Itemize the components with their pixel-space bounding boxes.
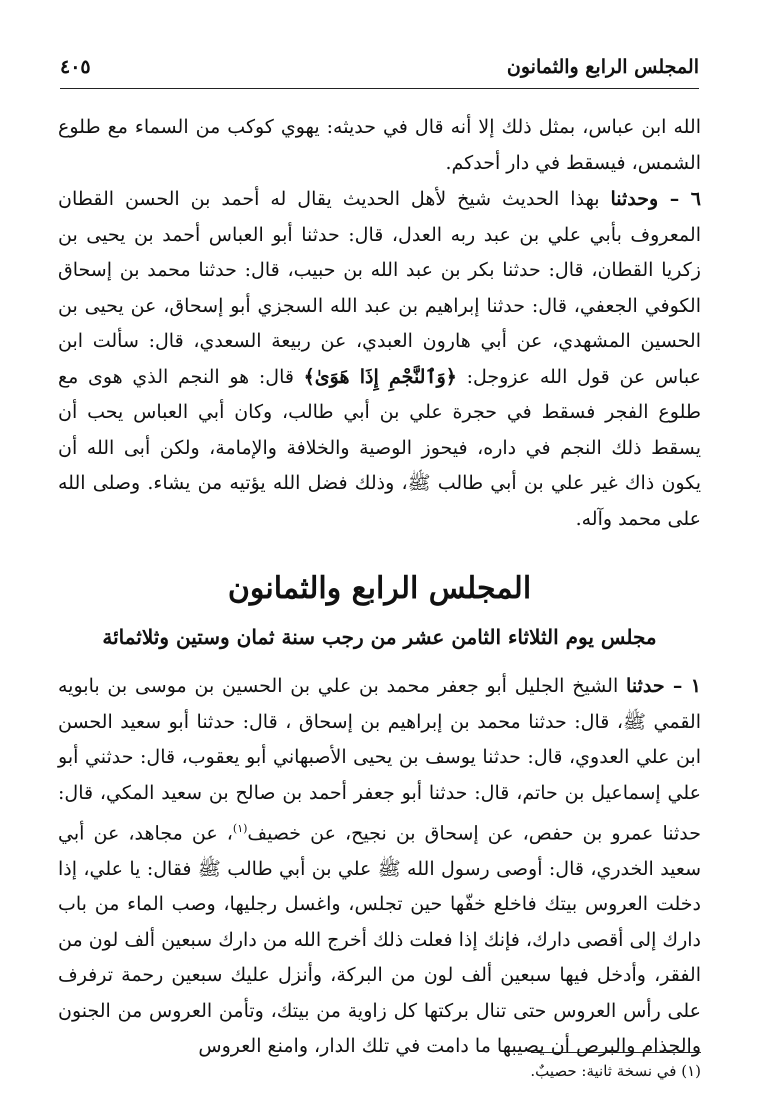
quran-verse: ﴿وَٱلنَّجْمِ إِذَا هَوَىٰ﴾ <box>303 365 457 388</box>
hadith-text-part-a: الشيخ الجليل أبو جعفر محمد بن علي بن الحسين بن موسى بن بابويه القمي ﷺ، قال: حدثنا محمد بن إبراهيم بن إسحاق ، قال: حدثنا أبو سعيد الحسن ابن علي العدوي، قال: حدثنا يوسف بن يحيى الأصبهاني أبو يعقوب، قال: حدثني أبو علي إسماعيل بن حاتم، قال: حدثنا أبو جعفر أحمد بن صالح بن سعيد المكي، قال: حدثنا عمرو بن حفص، عن إسحاق بن نجيح، عن خصيف <box>58 675 701 845</box>
hadith-text-part-a: بهذا الحديث شيخ لأهل الحديث يقال له أحمد بن الحسن القطان المعروف بأبي علي بن عبد ربه العدل، قال: حدثنا أبو العباس أحمد بن يحيى بن زكريا القطان، قال: حدثنا بكر بن عبد الله بن حبيب، قال: حدثنا محمد بن إسحاق الكوفي الجعفي، قال: حدثنا إبراهيم بن عبد الله السجزي أبو إسحاق، عن يحيى بن الحسين المشهدي، عن أبي هارون العبدي، عن ربيعة السعدي، قال: سألت ابن عباس عن قول الله عزوجل: <box>58 188 701 388</box>
footnote: (١) في نسخة ثانية: حصيبٌ. <box>530 1062 701 1080</box>
paragraph-hadith-1 <box>58 669 701 1061</box>
hadith-text-part-b: ، عن مجاهد، عن أبي سعيد الخدري، قال: أوصى رسول الله ﷺ علي بن أبي طالب ﷺ فقال: يا علي، إذا دخلت العروس بيتك فاخلع خفّها حين تجلس، واغسل رجليها، وصب الماء من باب دارك إلى أقصى دارك، فإنك إذا فعلت ذلك أخرج الله من دارك سبعين ألف لون من الفقر، وأدخل فيها سبعين ألف لون من البركة، وأنزل عليك سبعين رحمة ترفرف على رأس العروس حتى تنال بركتها كل زاوية من بيتك، وتأمن العروس من الجنون والجذام والبرص أن يصيبها ما دامت في تلك الدار، وامنع العروس <box>58 822 701 1058</box>
hadith-number-lead: ١ – حدثنا <box>626 675 701 697</box>
hadith-number-lead: ٦ – وحدثنا <box>610 188 701 210</box>
footnote-divider <box>531 1052 701 1053</box>
page-number: ٤٠٥ <box>60 56 91 78</box>
paragraph-hadith-6 <box>58 182 701 537</box>
paragraph-continuation: الله ابن عباس، بمثل ذلك إلا أنه قال في حديثه: يهوي كوكب من السماء مع طلوع الشمس، فيسقط في دار أحدكم. <box>58 116 701 174</box>
section-subheading: مجلس يوم الثلاثاء الثامن عشر من رجب سنة ثمان وستين وثلاثمائة <box>102 625 657 649</box>
running-title: المجلس الرابع والثمانون <box>506 56 699 78</box>
footnote-marker: (١) <box>232 822 248 835</box>
hadith-text-part-b: قال: هو النجم الذي هوى مع طلوع الفجر فسقط في حجرة علي بن أبي طالب، وكان أبي العباس يحب أن يسقط ذلك النجم في داره، فيحوز الوصية والخلافة والإمامة، ولكن أبى الله أن يكون ذاك غير علي بن أبي طالب ﷺ، وذلك فضل الله يؤتيه من يشاء. وصلى الله على محمد وآله. <box>58 365 701 530</box>
section-heading: المجلس الرابع والثمانون <box>227 571 532 606</box>
running-header <box>60 50 699 89</box>
page-body <box>58 110 701 1061</box>
